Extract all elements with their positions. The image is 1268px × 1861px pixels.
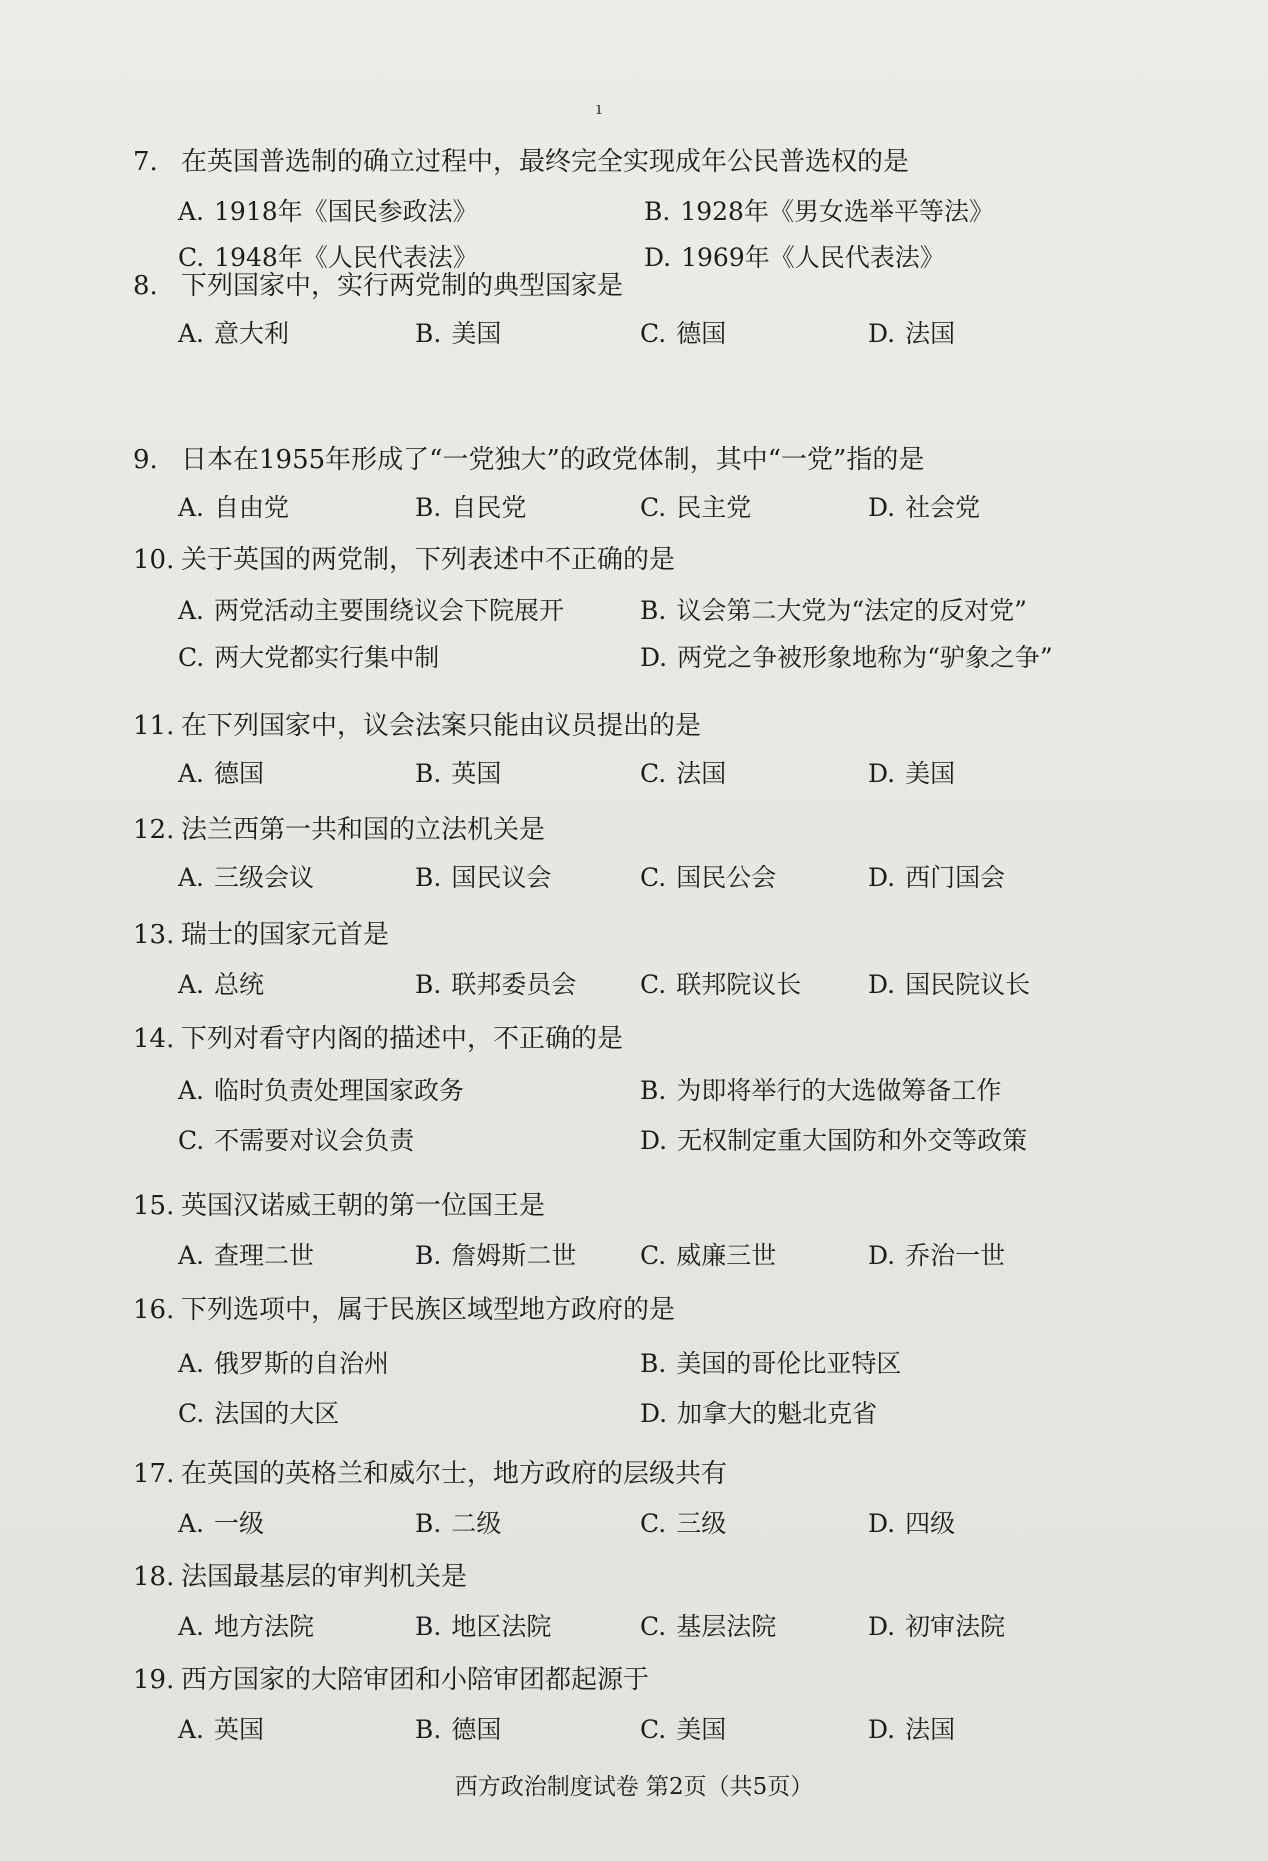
option-text: 地方法院 [214,1612,315,1641]
option-b [415,1712,501,1748]
question-text: 在英国的英格兰和威尔士，地方政府的层级共有 [181,1459,728,1489]
option-text: 1969年《人民代表法》 [681,243,945,272]
question-number: 7. [133,147,158,177]
option-text: 不需要对议会负责 [214,1126,415,1155]
option-c [178,1396,339,1432]
option-letter: B. [640,596,667,625]
option-letter: C. [178,1399,205,1428]
option-letter: B. [415,1715,442,1744]
option-text: 德国 [451,1715,502,1744]
option-text: 1928年《男女选举平等法》 [680,197,994,226]
option-letter: D. [868,1509,896,1538]
option-d [640,640,1053,676]
option-letter: B. [415,1509,442,1538]
option-letter: D. [644,243,672,272]
question-text: 法兰西第一共和国的立法机关是 [181,815,546,845]
option-c [640,316,726,352]
option-text: 国民院议长 [905,970,1031,999]
option-letter: B. [415,1612,442,1641]
option-b [415,1238,576,1274]
option-letter: A. [178,1612,205,1641]
option-text: 俄罗斯的自治州 [214,1349,390,1378]
option-letter: D. [868,1715,896,1744]
option-text: 两党之争被形象地称为“驴象之争” [677,643,1053,672]
option-d [868,756,955,792]
option-text: 德国 [214,759,265,788]
option-text: 美国 [676,1715,727,1744]
option-letter: C. [640,1612,667,1641]
option-text: 美国 [905,759,956,788]
option-a [178,1073,464,1109]
option-c [640,1238,776,1274]
option-b [415,1609,551,1645]
option-text: 美国的哥伦比亚特区 [676,1349,902,1378]
option-letter: C. [178,643,205,672]
option-letter: C. [640,863,667,892]
option-text: 查理二世 [214,1241,315,1270]
option-letter: D. [640,1399,668,1428]
option-text: 联邦委员会 [451,970,577,999]
question-text: 关于英国的两党制，下列表述中不正确的是 [181,545,676,575]
option-letter: A. [178,1509,205,1538]
option-text: 为即将举行的大选做筹备工作 [676,1076,1002,1105]
option-d [640,1396,877,1432]
option-c [640,490,751,526]
option-letter: A. [178,970,205,999]
option-letter: B. [415,863,442,892]
option-text: 意大利 [214,319,290,348]
question-number: 13. [133,920,175,950]
option-d [868,1712,955,1748]
ink-mark: ı [596,98,602,119]
option-letter: D. [868,863,896,892]
option-letter: C. [640,759,667,788]
option-d [640,1123,1027,1159]
option-letter: D. [868,970,896,999]
option-letter: C. [640,319,667,348]
option-letter: D. [868,1612,896,1641]
question-text: 西方国家的大陪审团和小陪审团都起源于 [181,1665,650,1695]
question-number: 14. [133,1024,175,1054]
option-text: 两大党都实行集中制 [214,643,440,672]
option-letter: A. [178,596,205,625]
option-a [178,860,314,896]
option-text: 总统 [214,970,265,999]
option-text: 西门国会 [905,863,1006,892]
option-d [868,1238,1005,1274]
option-letter: D. [868,493,896,522]
question-number: 17. [133,1459,175,1489]
question-number: 11. [133,711,175,741]
option-text: 社会党 [905,493,981,522]
option-text: 威廉三世 [676,1241,777,1270]
option-a [178,316,289,352]
page-footer: 西方政治制度试卷 第2页（共5页） [454,1774,814,1800]
question-number: 12. [133,815,175,845]
option-text: 联邦院议长 [676,970,802,999]
option-letter: D. [640,643,668,672]
option-b [640,1073,1001,1109]
option-text: 初审法院 [905,1612,1006,1641]
option-letter: B. [415,1241,442,1270]
option-letter: C. [640,1241,667,1270]
option-letter: A. [178,1349,205,1378]
option-text: 法国的大区 [214,1399,340,1428]
option-text: 自由党 [214,493,290,522]
question-text: 在下列国家中，议会法案只能由议员提出的是 [181,711,702,741]
question-number: 18. [133,1562,175,1592]
option-c [640,756,726,792]
option-letter: A. [178,1715,205,1744]
option-text: 一级 [214,1509,265,1538]
option-text: 基层法院 [676,1612,777,1641]
option-a [178,756,264,792]
option-text: 国民公会 [676,863,777,892]
question-text: 法国最基层的审判机关是 [181,1562,468,1592]
question-text: 日本在1955年形成了“一党独大”的政党体制，其中“一党”指的是 [181,445,925,475]
option-letter: B. [640,1076,667,1105]
option-letter: A. [178,197,205,226]
question-number: 9. [133,445,158,475]
option-text: 乔治一世 [905,1241,1006,1270]
option-text: 两党活动主要围绕议会下院展开 [214,596,565,625]
option-b [415,316,501,352]
option-letter: C. [640,1715,667,1744]
option-text: 1948年《人民代表法》 [214,243,478,272]
option-letter: A. [178,319,205,348]
question-text: 瑞士的国家元首是 [181,920,390,950]
option-text: 国民议会 [451,863,552,892]
option-text: 三级会议 [214,863,315,892]
option-letter: B. [640,1349,667,1378]
option-text: 二级 [451,1509,502,1538]
question-text: 下列选项中，属于民族区域型地方政府的是 [181,1295,676,1325]
option-c [640,967,801,1003]
option-text: 美国 [451,319,502,348]
option-text: 英国 [214,1715,265,1744]
option-a [178,1506,264,1542]
option-letter: C. [640,493,667,522]
option-letter: D. [868,319,896,348]
option-c [178,1123,414,1159]
option-letter: B. [415,970,442,999]
option-a [178,1712,264,1748]
option-text: 德国 [676,319,727,348]
question-number: 15. [133,1191,175,1221]
option-letter: B. [644,197,671,226]
question-text: 下列国家中，实行两党制的典型国家是 [181,271,624,301]
option-a [178,593,564,629]
option-c [640,1712,726,1748]
option-a [178,967,264,1003]
option-text: 法国 [905,319,956,348]
option-b [640,1346,901,1382]
option-b [415,490,526,526]
option-c [178,640,439,676]
option-text: 1918年《国民参政法》 [214,197,478,226]
option-text: 临时负责处理国家政务 [214,1076,465,1105]
option-a [178,490,289,526]
option-letter: C. [640,1509,667,1538]
option-a [178,1346,389,1382]
option-letter: A. [178,1076,205,1105]
question-number: 19. [133,1665,175,1695]
question-number: 16. [133,1295,175,1325]
option-c [640,1609,776,1645]
option-text: 英国 [451,759,502,788]
option-letter: C. [178,1126,205,1155]
option-letter: A. [178,1241,205,1270]
option-text: 三级 [676,1509,727,1538]
question-text: 英国汉诺威王朝的第一位国王是 [181,1191,546,1221]
option-d [868,490,980,526]
option-d [868,316,955,352]
option-text: 议会第二大党为“法定的反对党” [676,596,1027,625]
option-b [415,967,576,1003]
option-text: 地区法院 [451,1612,552,1641]
option-text: 自民党 [451,493,527,522]
option-d [868,1506,955,1542]
option-b [415,860,551,896]
option-letter: C. [640,970,667,999]
question-text: 下列对看守内阁的描述中，不正确的是 [181,1024,624,1054]
question-number: 8. [133,271,158,301]
option-a [178,194,478,230]
option-letter: C. [178,243,205,272]
option-d [868,1609,1005,1645]
option-a [178,1609,314,1645]
option-text: 四级 [905,1509,956,1538]
option-b [415,1506,501,1542]
option-letter: D. [868,759,896,788]
option-letter: D. [868,1241,896,1270]
option-c [640,1506,726,1542]
option-letter: B. [415,493,442,522]
option-b [415,756,501,792]
option-text: 加拿大的魁北克省 [677,1399,878,1428]
option-d [644,240,945,276]
option-b [640,593,1027,629]
option-a [178,1238,314,1274]
option-text: 詹姆斯二世 [451,1241,577,1270]
option-text: 法国 [676,759,727,788]
question-number: 10. [133,545,175,575]
option-letter: D. [640,1126,668,1155]
option-letter: A. [178,759,205,788]
option-text: 无权制定重大国防和外交等政策 [677,1126,1028,1155]
option-d [868,967,1030,1003]
option-text: 法国 [905,1715,956,1744]
option-d [868,860,1005,896]
option-letter: B. [415,319,442,348]
option-text: 民主党 [676,493,752,522]
option-letter: B. [415,759,442,788]
option-b [644,194,994,230]
option-letter: A. [178,493,205,522]
option-c [640,860,776,896]
option-letter: A. [178,863,205,892]
question-text: 在英国普选制的确立过程中，最终完全实现成年公民普选权的是 [181,147,910,177]
